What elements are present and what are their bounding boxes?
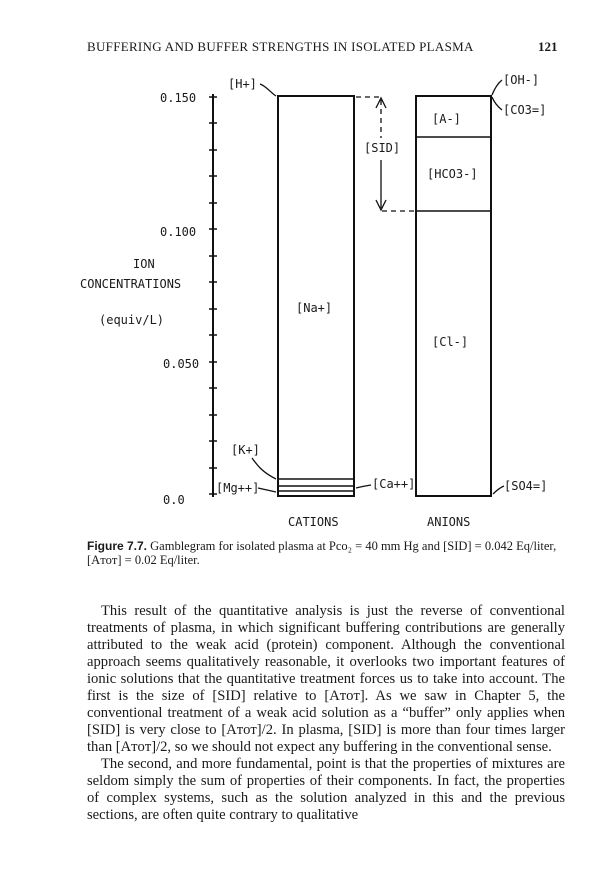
page-number: 121 — [538, 39, 558, 54]
hco3-label: [HCO3-] — [427, 167, 478, 181]
y-tick-label: 0.0 — [163, 493, 185, 507]
y-axis-label: (equiv/L) — [99, 313, 165, 327]
mg-pointer — [258, 488, 276, 492]
k-pointer — [252, 458, 276, 479]
k-label: [K+] — [231, 443, 260, 457]
ca-pointer — [356, 485, 371, 488]
gamblegram-figure — [0, 60, 600, 530]
figure-caption — [87, 539, 567, 567]
sid-label: [SID] — [364, 141, 401, 155]
so4-label: [SO4=] — [504, 479, 548, 493]
caption-text: Gamblegram for isolated plasma at Pco₂ = 40 mm Hg and [SID] = 0.042 Eq/liter, [Aᴛᴏᴛ] = 0.02 Eq/liter. — [87, 539, 557, 567]
anions-column — [416, 96, 491, 496]
cations-column — [278, 96, 354, 496]
ca-label: [Ca++] — [372, 477, 416, 491]
a-label: [A-] — [432, 112, 461, 126]
h-pointer — [260, 84, 276, 96]
so4-pointer — [493, 486, 504, 494]
co3-label: [CO3=] — [503, 103, 547, 117]
y-axis-label: CONCENTRATIONS — [80, 277, 182, 291]
y-tick-label: 0.150 — [160, 91, 197, 105]
anions-label: ANIONS — [427, 515, 471, 529]
mg-label: [Mg++] — [216, 481, 260, 495]
h-label: [H+] — [228, 77, 257, 91]
caption-label: Figure 7.7. — [87, 539, 148, 553]
paragraph: The second, and more fundamental, point is that the properties of mixtures are seldom simply the sum of properties of their components. In fact, the properties of complex systems, such as the solution analyzed in this and the previous sections, are often quite contrary to qualitative — [87, 756, 565, 823]
body-text — [87, 603, 565, 824]
y-tick-label: 0.100 — [160, 225, 197, 239]
co3-pointer — [492, 97, 502, 110]
running-header: BUFFERING AND BUFFER STRENGTHS IN ISOLATED PLASMA — [87, 39, 474, 54]
cl-label: [Cl-] — [432, 335, 469, 349]
oh-label: [OH-] — [503, 73, 540, 87]
paragraph: This result of the quantitative analysis is just the reverse of conventional treatments of plasma, in which significant buffering contributions are generally attributed to the weak acid (protein) component. Although the conventional approach seems qualitatively reasonable, it overlooks two important features of ionic solutions that the quantitative treatment forces us to take into account. The first is the size of [SID] relative to [Aᴛᴏᴛ]. As we saw in Chapter 5, the conventional treatment of a weak acid solution as a “buffer” only applies when [SID] is very close to [Aᴛᴏᴛ]/2. In plasma, [SID] is more than four times larger than [Aᴛᴏᴛ]/2, so we should not expect any buffering in the conventional sense. — [87, 603, 565, 755]
na-label: [Na+] — [296, 301, 333, 315]
y-tick-label: 0.050 — [163, 357, 200, 371]
cations-label: CATIONS — [288, 515, 339, 529]
y-axis-label: ION — [133, 257, 155, 271]
oh-pointer — [492, 80, 502, 95]
